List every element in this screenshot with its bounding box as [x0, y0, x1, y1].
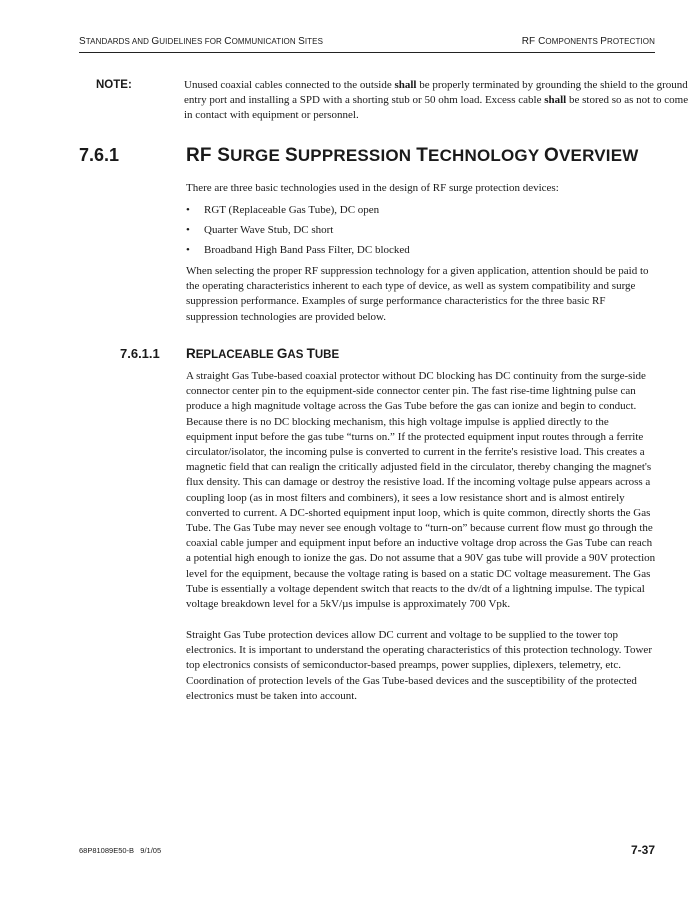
- section-paragraph: When selecting the proper RF suppression technology for a given application, attention should be paid to the operating characteristics inherent to each type of device, as well as system compatibility and surge suppression performance. Examples of surge performance characteristics for the three basic RF suppression technologies are provided below.: [186, 265, 649, 323]
- subsection-title: REPLACEABLE GAS TUBE: [186, 346, 340, 361]
- page-number: 7-37: [630, 843, 655, 857]
- running-header-right: RF COMPONENTS PROTECTION: [521, 36, 655, 47]
- section-title: RF SURGE SUPPRESSION TECHNOLOGY OVERVIEW: [186, 145, 639, 166]
- note-label: NOTE:: [96, 79, 132, 91]
- footer-doc-id: 68P81089E50-B 9/1/05: [79, 846, 162, 855]
- list-item: • Broadband High Band Pass Filter, DC blocked: [186, 243, 656, 263]
- gas-tube-paragraph-2: Straight Gas Tube protection devices allow DC current and voltage to be supplied to the tower top electronics. It is important to understand the operating characteristics of this protection technology. Tower top electronics consists of semiconductor-based preamps, power supplies, diplexers, telemetry, etc. Coordination of protection levels of the Gas Tube-based devices and the susceptibility of the protected electronics must be taken into account.: [186, 629, 652, 702]
- subsection-number: 7.6.1.1: [120, 346, 160, 361]
- section-intro: There are three basic technologies used in the design of RF surge protection devices:: [186, 182, 559, 194]
- list-item: • Quarter Wave Stub, DC short: [186, 223, 656, 243]
- gas-tube-paragraph-1: A straight Gas Tube-based coaxial protector without DC blocking has DC continuity from the surge-side connector center pin to the equipment-side connector center pin. The fast rise-time lightning pulse can produce a high magnitude voltage across the Gas Tube before the gas can ionize and begin to conduct. Because there is no DC blocking mechanism, this high voltage impulse is applied directly to the equipment input before the gas tube “turns on.” If the protected equipment input routes through a ferrite circulator/isolator, the incoming pulse is converted to current in the ferrite's resistive load. This creates a magnetic field that can realign the critically adjusted field in the circulator, thereby changing the magnet's flux density. This can damage or destroy the resistive load. If the incoming voltage pulse appears across a coupling loop (as in most filters and combiners), it sees a low resistance short and is almost entirely converted to current. A DC-shorted equipment input loop, which is quite common, directly shorts the Gas Tube. The Gas Tube may never see enough voltage to “turn-on” because current flow must go through the coaxial cable jumper and equipment input before an inductive voltage drop across the Gas Tube can reach a potential high enough to ionize the gas. Do not assume that a 90V gas tube will provide a 90V protection level for the equipment, because the voltage rating is based on a static DC voltage measurement. The Gas Tube is essentially a voltage dependent switch that reacts to the dv/dt of a lightning impulse. The typical voltage breakdown level for a 5kV/µs impulse is approximately 700 Vpk.: [186, 370, 656, 611]
- list-item: • RGT (Replaceable Gas Tube), DC open: [186, 203, 656, 223]
- section-number: 7.6.1: [79, 145, 120, 165]
- running-header-left: STANDARDS AND GUIDELINES FOR COMMUNICATION SITES: [79, 36, 324, 47]
- header-rule: [79, 52, 655, 53]
- note-block: NOTE: Unused coaxial cables connected to the outside shall be properly terminated by grounding the shield to the ground entry port and installing a SPD with a shorting stub or 50 ohm load. Excess cable shall be stored so as not to come in contact with equipment or personnel.: [96, 79, 689, 122]
- technology-list: [186, 203, 656, 263]
